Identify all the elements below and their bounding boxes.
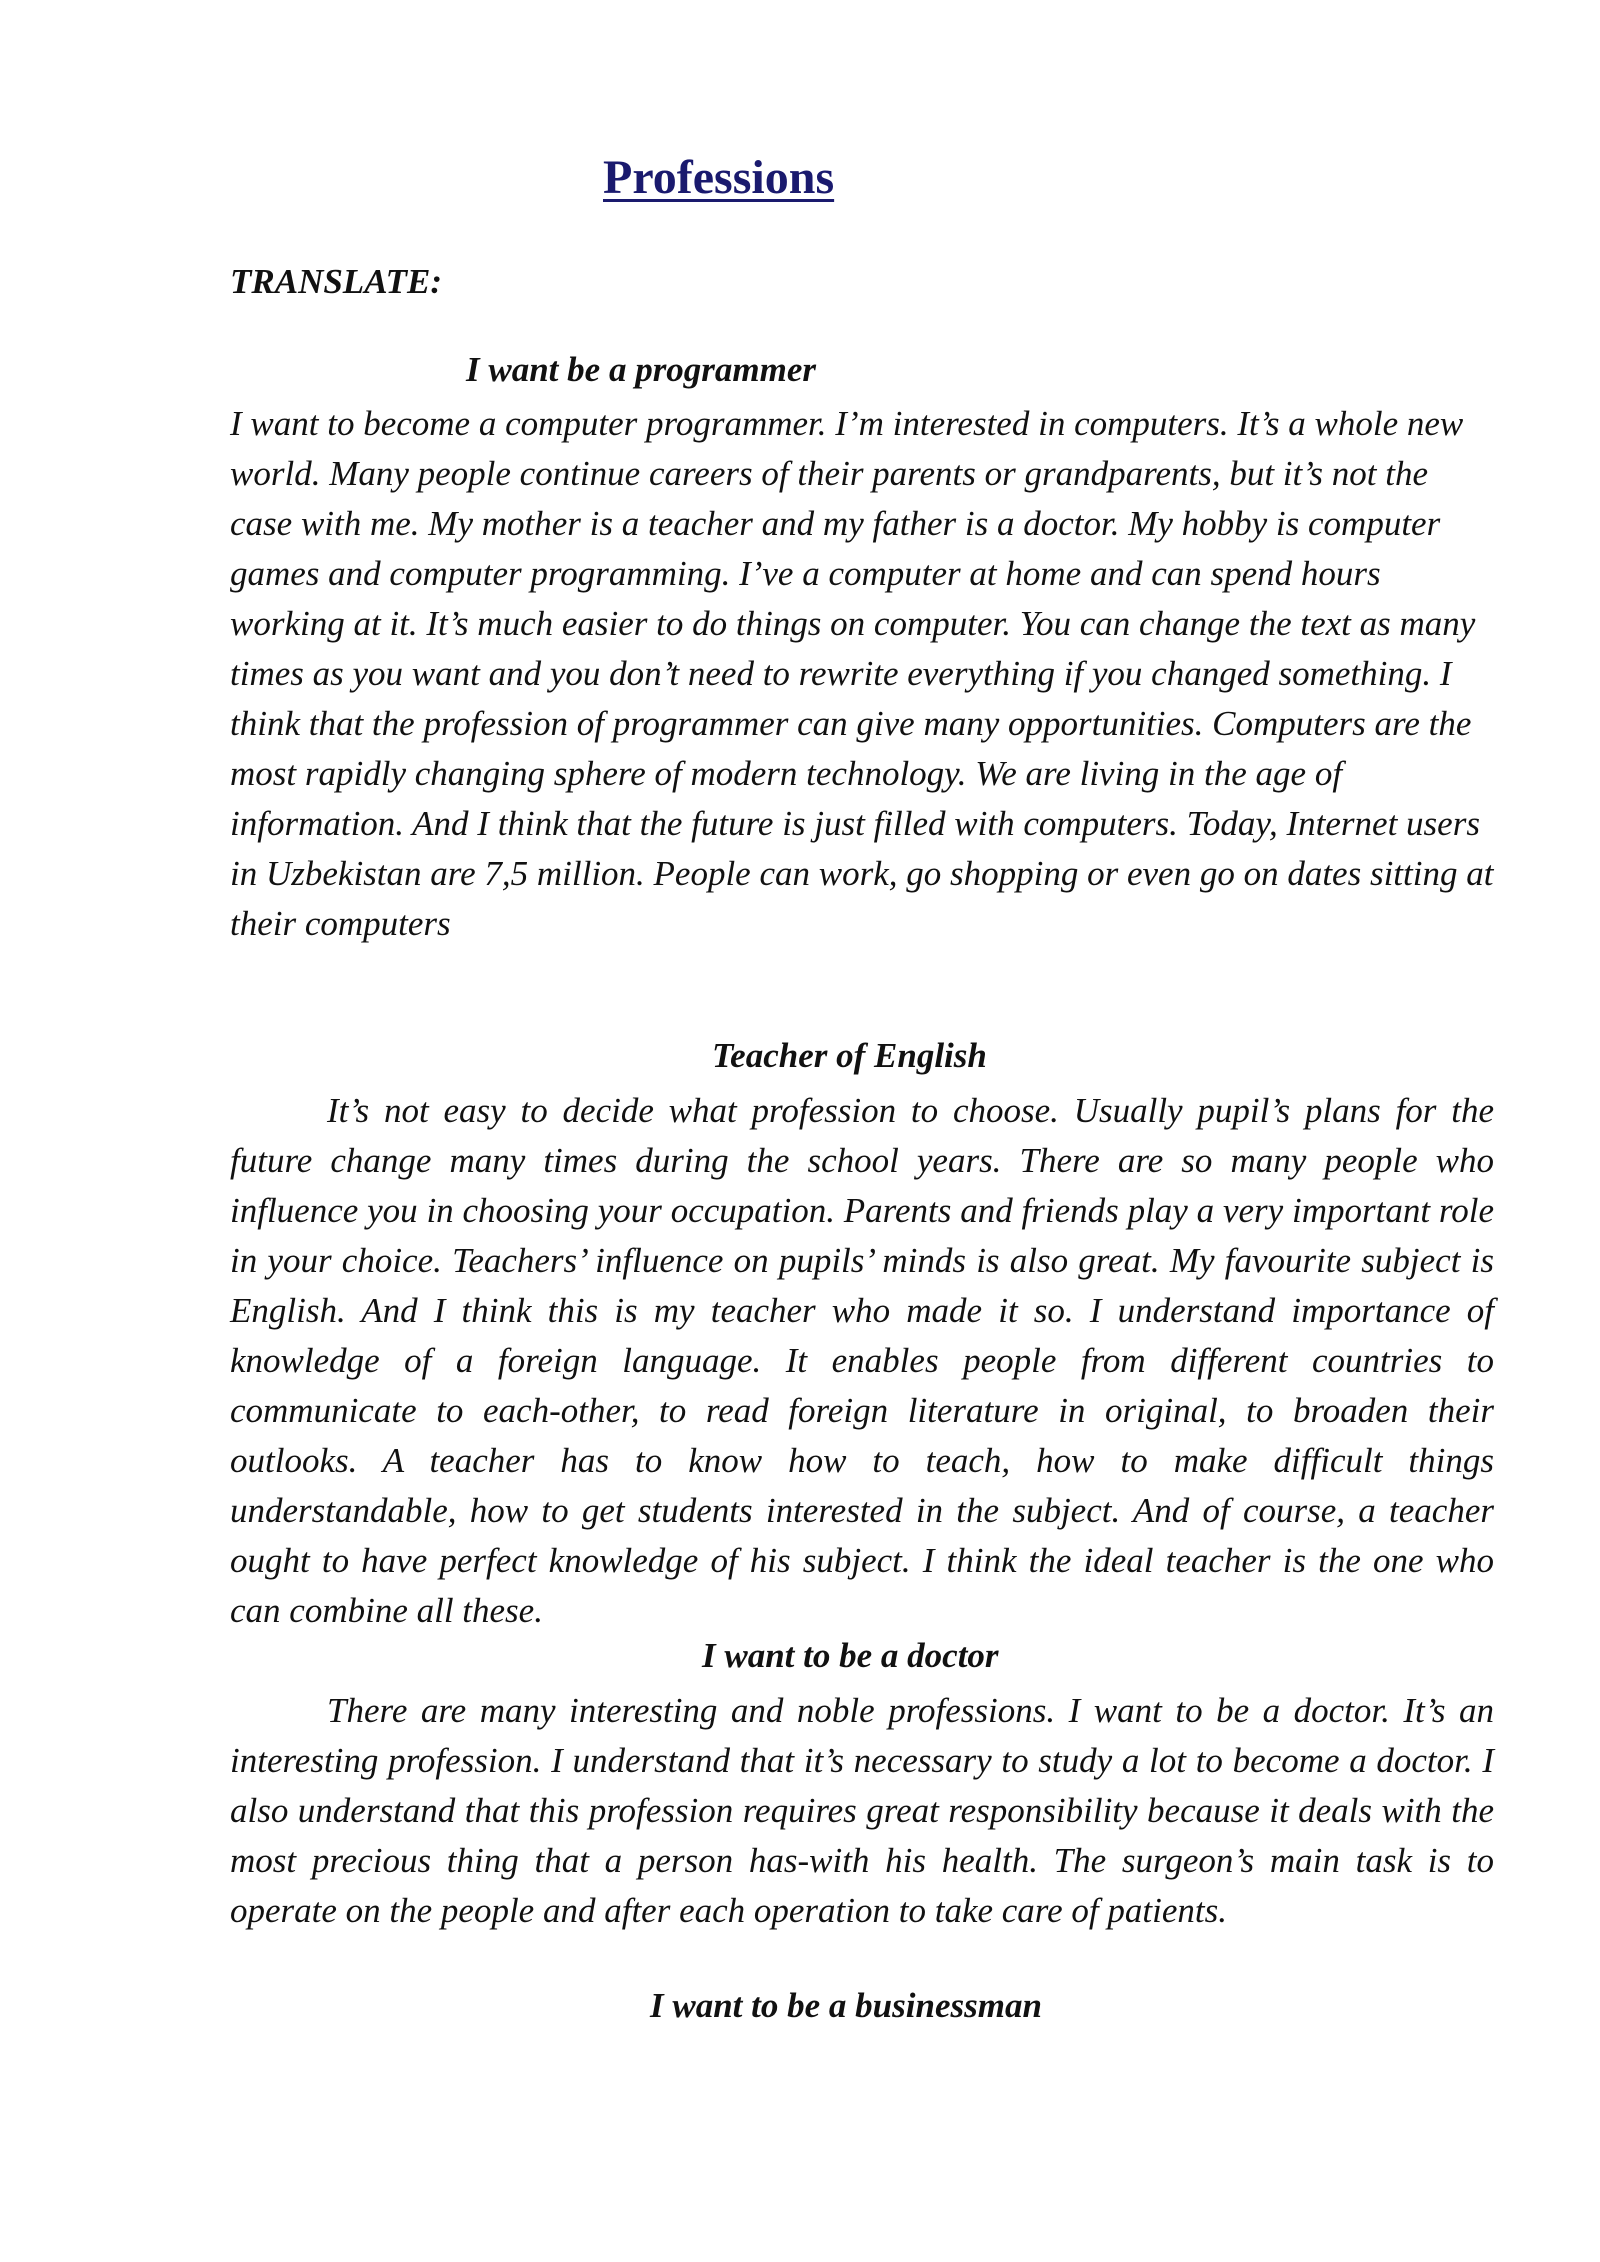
section-text-programmer: I want to become a computer programmer. I’m interested in computers. It’s a whole new world. Many people continue careers of their parents or grandparents, but it’s not the case with me. My mother is a teacher and my father is a doctor. My hobby is computer games and computer programming. I’ve a computer at home and can spend hours working at it. It’s much easier to do things on computer. You can change the text as many times as you want and you don’t need to rewrite everything if you changed something. I think that the profession of programmer can give many opportunities. Computers are the most rapidly changing sphere of modern technology. We are living in the age of information. And I think that the future is just filled with computers. Today, Internet users in Uzbekistan are 7,5 million. People can work, go shopping or even go on dates sitting at their computers (230, 404, 1494, 943)
translate-label: TRANSLATE: (230, 262, 442, 301)
section-text-teacher: It’s not easy to decide what profession to choose. Usually pupil’s plans for the future change many times during the school years. There are so many people who influence you in choosing your occupation. Parents and friends play a very important role in your choice. Teachers’ influence on pupils’ minds is also great. My favourite subject is English. And I think this is my teacher who made it so. I understand importance of knowledge of a foreign language. It enables people from different countries to communicate to each-other, to read foreign literature in original, to broaden their outlooks. A teacher has to know how to teach, how to make difficult things understandable, how to get students interested in the subject. And of course, a teacher ought to have perfect knowledge of his subject. I think the ideal teacher is the one who can combine all these. (230, 1091, 1494, 1630)
section-heading-doctor: I want to be a doctor (702, 1636, 999, 1675)
section-text-doctor: There are many interesting and noble professions. I want to be a doctor. It’s an interesting profession. I understand that it’s necessary to study a lot to become a doctor. I also understand that this profession requires great responsibility because it deals with the most precious thing that a person has-with his health. The surgeon’s main task is to operate on the people and after each operation to take care of patients. (230, 1691, 1494, 1930)
section-heading-businessman: I want to be a businessman (650, 1986, 1042, 2025)
section-heading-teacher: Teacher of English (712, 1036, 987, 1075)
section-heading-programmer: I want be a programmer (466, 350, 817, 389)
page-title: Professions (603, 151, 835, 204)
